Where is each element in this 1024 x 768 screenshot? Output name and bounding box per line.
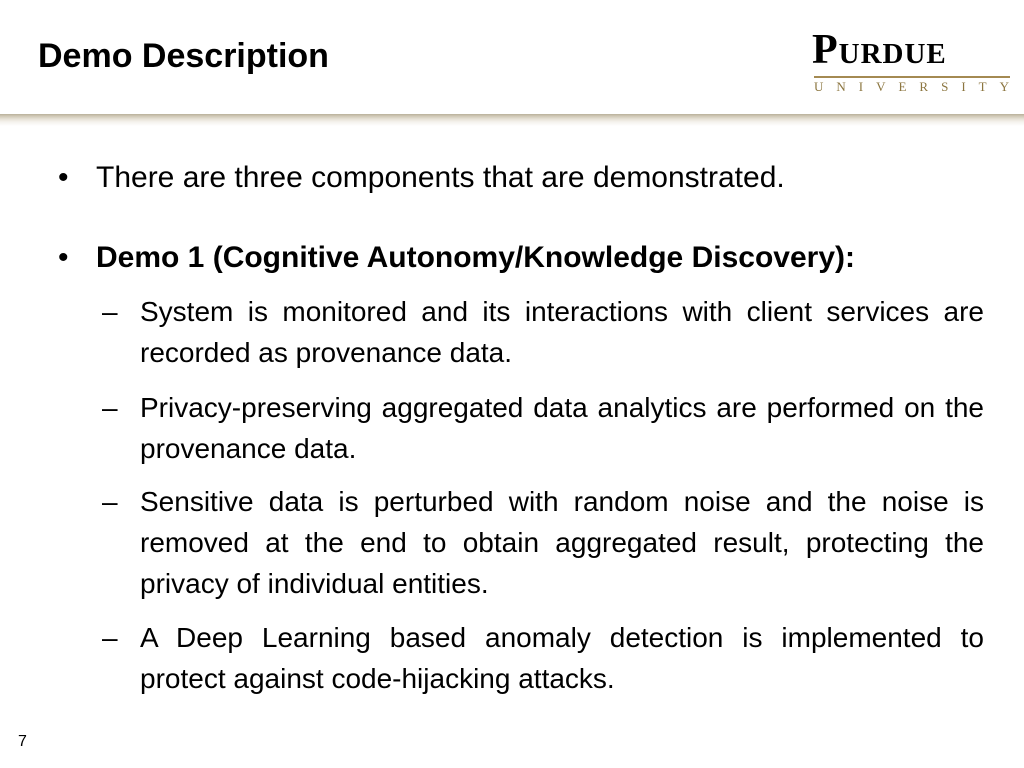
sub-item-marker: – <box>102 392 118 423</box>
bullet-text: There are three components that are demonstrated. <box>96 161 785 194</box>
bullet-marker: • <box>58 241 69 274</box>
sub-item-text: A Deep Learning based anomaly detection is implemented to protect against code-hijacking attacks. <box>140 622 984 694</box>
logo-word-text: Purdue <box>812 27 947 73</box>
page-number: 7 <box>18 733 27 750</box>
sub-item-marker: – <box>102 486 118 517</box>
sub-item-text: Privacy-preserving aggregated data analytics are performed on the provenance data. <box>140 392 984 464</box>
logo-subtitle: UNIVERSITY <box>814 79 1022 94</box>
bullet-heading: Demo 1 (Cognitive Autonomy/Knowledge Discovery): <box>96 241 855 274</box>
bullet-marker: • <box>58 161 69 194</box>
sub-item-text: System is monitored and its interactions with client services are recorded as provenance data. <box>140 296 984 368</box>
sub-item-marker: – <box>102 622 118 653</box>
slide-title: Demo Description <box>38 37 329 75</box>
sub-item-text: Sensitive data is perturbed with random noise and the noise is removed at the end to obtain aggregated result, protecting the privacy of individual entities. <box>140 486 984 599</box>
sub-item-marker: – <box>102 296 118 327</box>
